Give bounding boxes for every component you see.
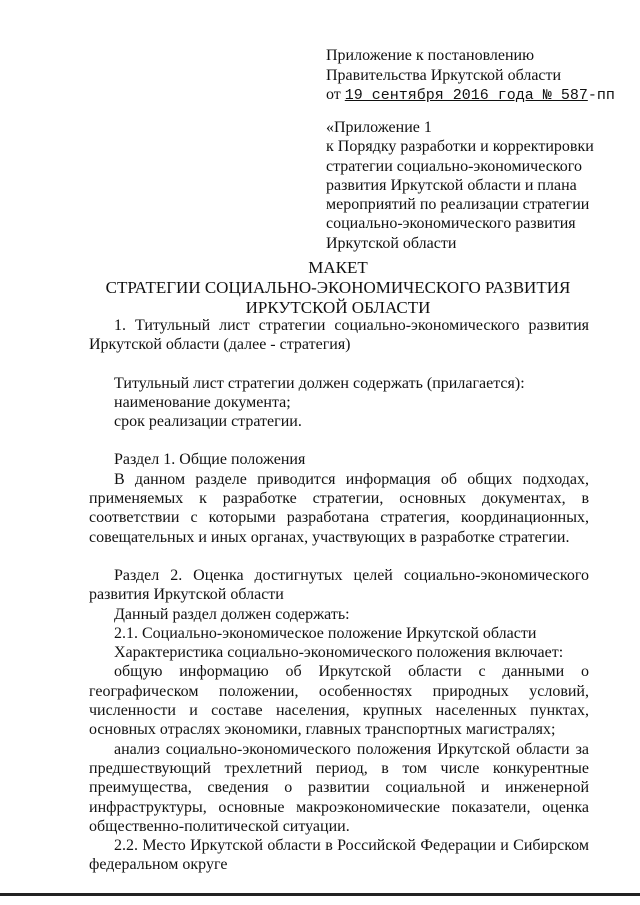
appendix-line: стратегии социально-экономического (326, 157, 582, 175)
title-line-2: СТРАТЕГИИ СОЦИАЛЬНО-ЭКОНОМИЧЕСКОГО РАЗВИТИЯ (105, 278, 571, 297)
resolution-header (326, 46, 616, 106)
subsection-2-2-heading: 2.2. Место Иркутской области в Российской Федерации и Сибирском федеральном округе (89, 837, 589, 874)
appendix-line: развития Иркутской области и плана (326, 176, 577, 194)
document-title (88, 258, 588, 318)
header-line-3 (326, 85, 616, 106)
section-1-text: В данном разделе приводится информация об общих подходах, применяемых к разработке стратегии, основных документах, в соответствии с которыми разработана стратегия, координационных, совещательных и иных органах, участвующих в разработке стратегии. (89, 470, 589, 546)
header-date-suffix: -пп (587, 87, 615, 104)
section-2-intro: Данный раздел должен содержать: (114, 605, 350, 623)
appendix-line: к Порядку разработки и корректировки (326, 138, 594, 156)
paragraph-title-page: 1. Титульный лист стратегии социально-экономического развития Иркутской области (далее - стратегия) (89, 317, 589, 354)
subsection-2-1-intro: Характеристика социально-экономического положения включает: (114, 644, 564, 662)
appendix-line: «Приложение 1 (326, 119, 432, 136)
document-body (89, 316, 589, 875)
appendix-block (326, 118, 616, 253)
title-line-3: ИРКУТСКОЙ ОБЛАСТИ (245, 298, 431, 317)
title-line-1: МАКЕТ (308, 258, 368, 277)
header-date-prefix: от (326, 86, 345, 103)
paragraph-document-name: наименование документа; (114, 393, 291, 411)
paragraph-title-page-content: Титульный лист стратегии должен содержать (прилагается): (114, 374, 525, 392)
subsection-2-1-heading: 2.1. Социально-экономическое положение Иркутской области (114, 624, 537, 642)
appendix-line: мероприятий по реализации стратегии (326, 196, 590, 214)
page-bottom-edge (0, 893, 640, 896)
section-2-heading: Раздел 2. Оценка достигнутых целей социально-экономического развития Иркутской области (89, 566, 589, 604)
paragraph-term: срок реализации стратегии. (114, 413, 302, 431)
header-date-number: 19 сентября 2016 года № 587 (344, 87, 588, 104)
header-line-1: Приложение к постановлению (326, 47, 535, 64)
subsection-2-1-general-info: общую информацию об Иркутской области с данными о географическом положении, особенностях природных условий, численности и составе населения, крупных населенных пунктах, основных отраслях экономики, главных транспортных магистралях; (89, 663, 589, 739)
subsection-2-1-analysis: анализ социально-экономического положения Иркутской области за предшествующий трехлетний период, в том числе конкурентные преимущества, сведения о развитии социальной и инженерной инфраструктуры, основные макроэкономические показатели, оценка общественно-политической ситуации. (89, 740, 589, 835)
section-1-heading: Раздел 1. Общие положения (114, 451, 306, 469)
appendix-line: социально-экономического развития (326, 215, 576, 233)
header-line-2: Правительства Иркутской области (326, 66, 562, 84)
appendix-line: Иркутской области (326, 234, 457, 252)
